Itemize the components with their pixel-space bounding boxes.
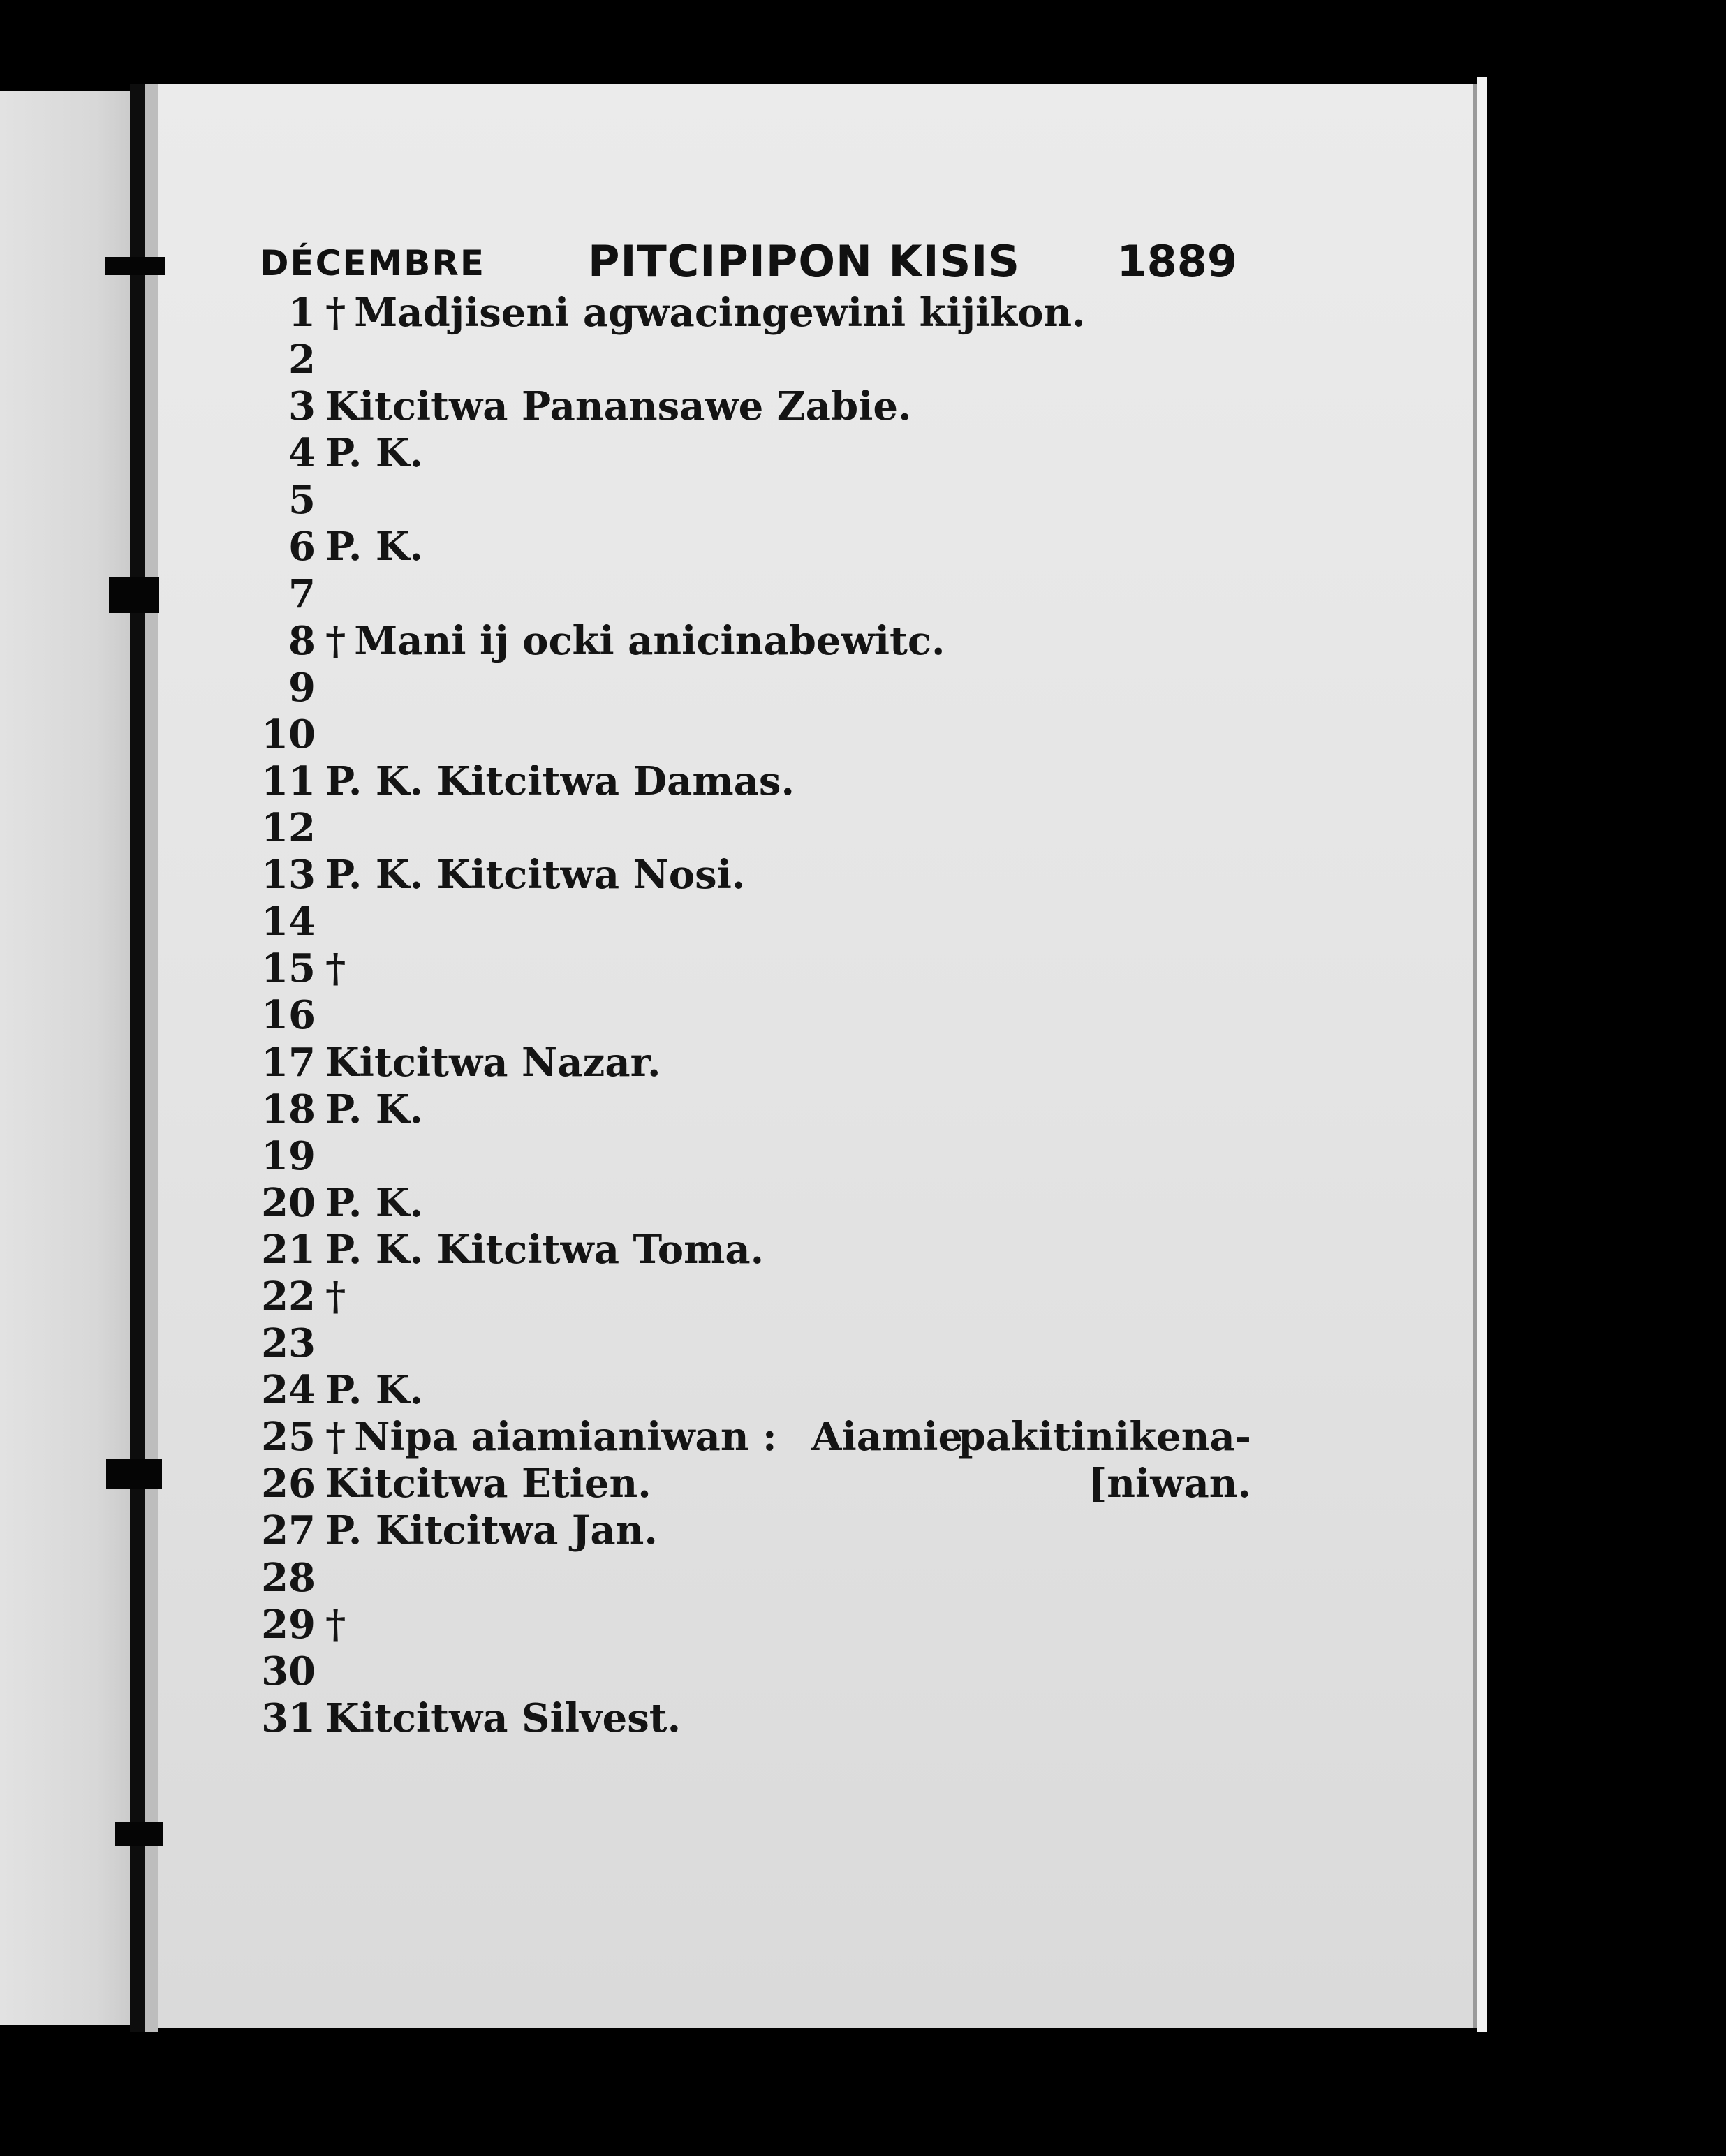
calendar-entry xyxy=(260,430,1251,477)
calendar-entry xyxy=(260,1414,1251,1461)
calendar-entry xyxy=(260,1273,1251,1320)
calendar-entry xyxy=(260,1367,1251,1414)
entry-text-right: pakitinikena- xyxy=(958,1414,1251,1461)
page-right-edge xyxy=(1477,77,1487,2032)
day-number: 19 xyxy=(261,1132,316,1179)
day-number: 14 xyxy=(261,899,316,945)
day-number: 12 xyxy=(261,805,316,852)
entry-text: Kitcitwa Nazar. xyxy=(325,1039,661,1086)
calendar-entry xyxy=(260,383,1251,430)
day-number: 28 xyxy=(261,1554,316,1601)
calendar-entry xyxy=(260,1320,1251,1367)
cross-icon: † xyxy=(325,1414,346,1461)
calendar-entry xyxy=(260,1227,1251,1273)
entry-text: Nipa aiamianiwan : xyxy=(354,1414,777,1461)
cross-icon: † xyxy=(325,290,346,336)
entry-text: Kitcitwa Panansawe Zabie. xyxy=(325,383,912,430)
day-number: 29 xyxy=(261,1601,316,1648)
entry-text: Kitcitwa Etien. xyxy=(325,1461,651,1507)
day-number: 15 xyxy=(261,945,316,992)
calendar-entry xyxy=(260,1555,1251,1602)
calendar-entry xyxy=(260,945,1251,992)
day-number: 8 xyxy=(288,617,316,664)
calendar-entry xyxy=(260,665,1251,711)
month-label: DÉCEMBRE xyxy=(260,243,486,283)
entry-text: P. K. xyxy=(325,1179,423,1226)
day-number: 1 xyxy=(288,290,316,336)
day-number: 31 xyxy=(261,1694,316,1741)
binding-stitch xyxy=(115,1822,163,1846)
day-number: 24 xyxy=(261,1367,316,1414)
gutter-shadow xyxy=(145,84,158,2032)
entry-text: P. K. xyxy=(325,430,423,477)
day-number: 17 xyxy=(261,1039,316,1086)
calendar-entry xyxy=(260,1180,1251,1227)
day-number: 9 xyxy=(288,664,316,711)
year-label: 1889 xyxy=(1116,236,1237,287)
page-title: PITCIPIPON KISIS xyxy=(588,236,1020,287)
calendar-entry xyxy=(260,899,1251,945)
day-number: 4 xyxy=(288,430,316,477)
left-page-edge xyxy=(0,91,137,2025)
entry-text-continued: Aiamie xyxy=(811,1414,964,1461)
entry-text: P. Kitcitwa Jan. xyxy=(325,1507,658,1554)
calendar-entry xyxy=(260,571,1251,618)
day-number: 3 xyxy=(288,383,316,430)
day-number: 2 xyxy=(288,337,316,383)
day-number: 10 xyxy=(261,711,316,758)
day-number: 23 xyxy=(261,1320,316,1367)
day-number: 6 xyxy=(288,524,316,570)
day-number: 25 xyxy=(261,1414,316,1461)
binding-stitch xyxy=(109,577,159,613)
cross-icon: † xyxy=(325,1601,346,1648)
calendar-entry xyxy=(260,758,1251,805)
calendar-entry xyxy=(260,337,1251,383)
entry-text: Madjiseni agwacingewini kijikon. xyxy=(354,290,1086,336)
day-number: 7 xyxy=(288,570,316,617)
calendar-entry xyxy=(260,290,1251,337)
entry-text: P. K. xyxy=(325,1086,423,1132)
page-header xyxy=(260,236,1237,295)
binding-stitch xyxy=(106,1459,162,1489)
calendar-entry xyxy=(260,477,1251,524)
day-number: 30 xyxy=(261,1648,316,1694)
calendar-entry xyxy=(260,1461,1251,1507)
calendar-entry xyxy=(260,1648,1251,1695)
entry-text: Kitcitwa Silvest. xyxy=(325,1694,681,1741)
day-number: 16 xyxy=(261,992,316,1039)
day-number: 5 xyxy=(288,477,316,524)
binding-gutter xyxy=(130,84,145,2032)
calendar-entry xyxy=(260,1695,1251,1742)
entry-text: P. K. Kitcitwa Damas. xyxy=(325,758,795,804)
calendar-entry xyxy=(260,1040,1251,1086)
entry-text: P. K. Kitcitwa Toma. xyxy=(325,1226,765,1273)
calendar-entry xyxy=(260,618,1251,665)
entry-text: P. K. xyxy=(325,1367,423,1414)
day-number: 22 xyxy=(261,1273,316,1320)
calendar-entry xyxy=(260,1602,1251,1648)
entry-text: Mani ij ocki anicinabewitc. xyxy=(354,617,945,664)
entry-text-right: [niwan. xyxy=(1088,1461,1251,1507)
day-number: 20 xyxy=(261,1179,316,1226)
day-number: 21 xyxy=(261,1226,316,1273)
day-number: 27 xyxy=(261,1507,316,1554)
calendar-entries xyxy=(260,290,1251,1742)
calendar-entry xyxy=(260,992,1251,1039)
calendar-entry xyxy=(260,524,1251,570)
calendar-entry xyxy=(260,711,1251,758)
calendar-entry xyxy=(260,1133,1251,1180)
binding-stitch xyxy=(105,257,165,275)
day-number: 18 xyxy=(261,1086,316,1132)
day-number: 26 xyxy=(261,1461,316,1507)
entry-text: P. K. xyxy=(325,524,423,570)
calendar-entry xyxy=(260,1507,1251,1554)
cross-icon: † xyxy=(325,1273,346,1320)
cross-icon: † xyxy=(325,945,346,992)
calendar-entry xyxy=(260,1086,1251,1133)
calendar-entry xyxy=(260,852,1251,899)
calendar-entry xyxy=(260,805,1251,852)
day-number: 13 xyxy=(261,852,316,899)
day-number: 11 xyxy=(261,758,316,804)
entry-text: P. K. Kitcitwa Nosi. xyxy=(325,852,746,899)
cross-icon: † xyxy=(325,617,346,664)
